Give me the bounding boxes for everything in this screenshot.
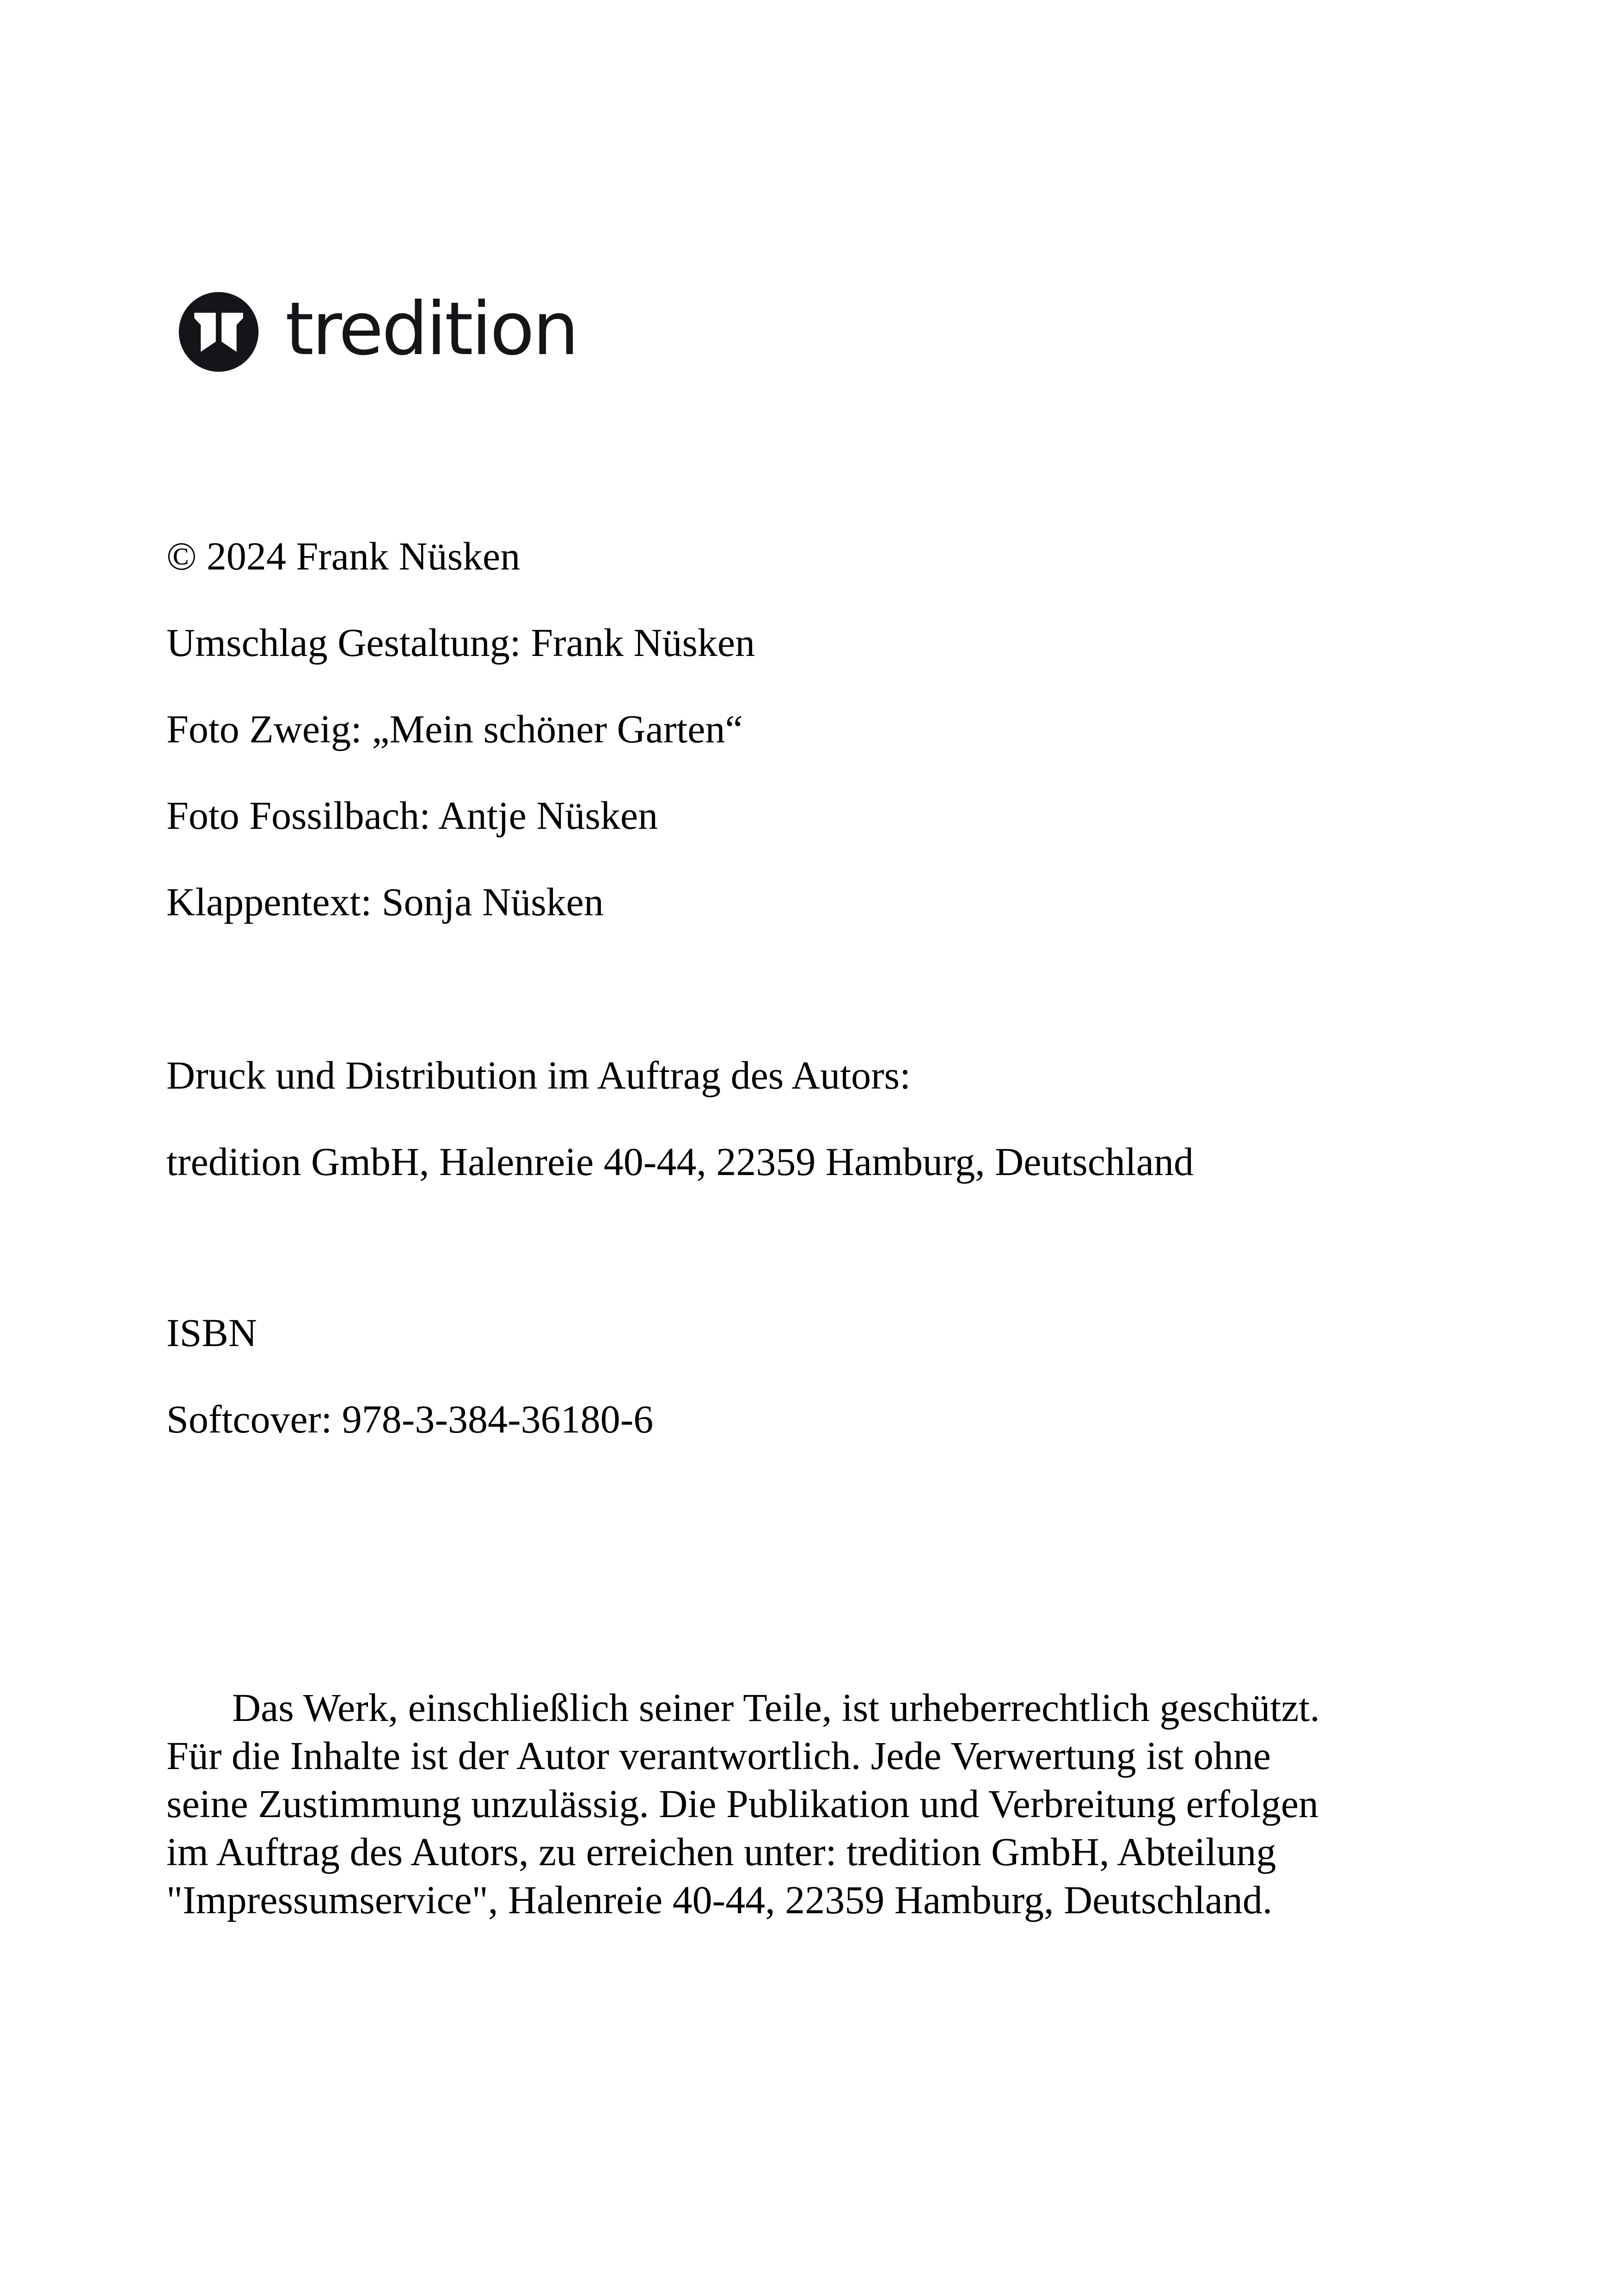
- legal-line-2: Für die Inhalte ist der Autor verantwortlich. Jede Verwertung ist ohne: [166, 1733, 1271, 1778]
- credits-block: [166, 536, 1456, 922]
- copyright-line: © 2024 Frank Nüsken: [166, 534, 521, 578]
- legal-line-1: Das Werk, einschließlich seiner Teile, ist urheberrechtlich geschützt.: [232, 1685, 1320, 1730]
- distribution-block: [166, 1055, 1456, 1182]
- isbn-softcover: Softcover: 978-3-384-36180-6: [166, 1397, 654, 1441]
- photo-fossilbach-line: Foto Fossilbach: Antje Nüsken: [166, 793, 658, 838]
- legal-line-3: seine Zustimmung unzulässig. Die Publikation und Verbreitung erfolgen: [166, 1782, 1319, 1826]
- legal-line-4: im Auftrag des Autors, zu erreichen unter: tredition GmbH, Abteilung: [166, 1830, 1276, 1874]
- tredition-logo-icon: [178, 291, 259, 373]
- photo-zweig-line: Foto Zweig: „Mein schöner Garten“: [166, 707, 743, 751]
- isbn-block: [166, 1310, 1456, 1441]
- isbn-label: ISBN: [166, 1310, 257, 1355]
- cover-design-line: Umschlag Gestaltung: Frank Nüsken: [166, 620, 755, 665]
- distribution-heading: Druck und Distribution im Auftrag des Autors:: [166, 1053, 911, 1097]
- legal-line-5: "Impressumservice", Halenreie 40-44, 22359 Hamburg, Deutschland.: [166, 1878, 1273, 1922]
- tredition-logo: [178, 287, 577, 373]
- klappentext-line: Klappentext: Sonja Nüsken: [166, 880, 604, 924]
- legal-paragraph: [166, 1684, 1456, 1924]
- distribution-address: tredition GmbH, Halenreie 40-44, 22359 Hamburg, Deutschland: [166, 1139, 1194, 1184]
- tredition-wordmark: tredition: [285, 287, 577, 372]
